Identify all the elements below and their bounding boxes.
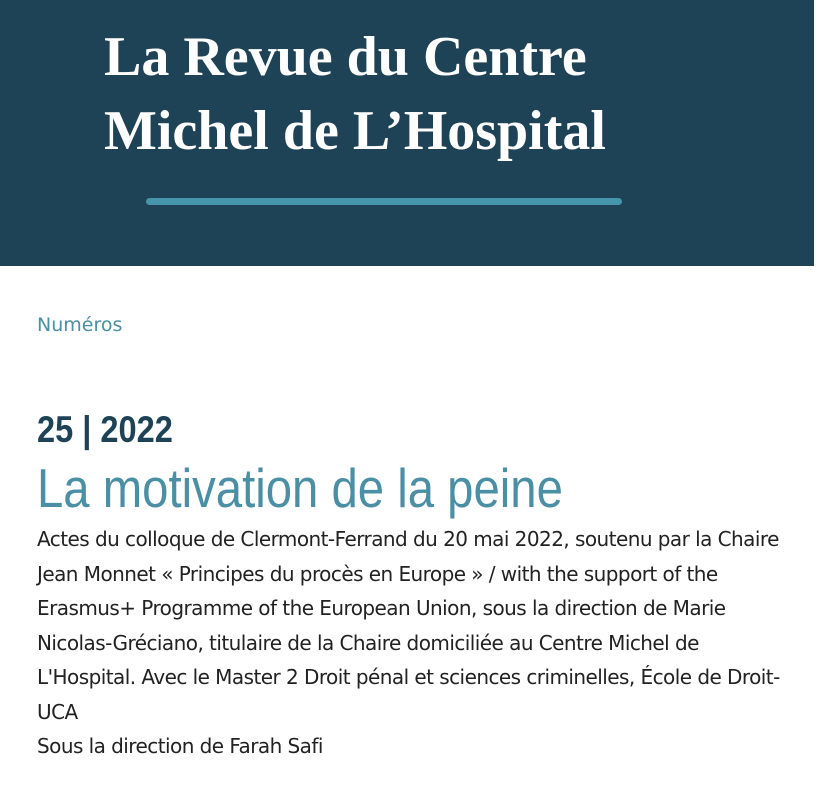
issue-direction: Sous la direction de Farah Safi bbox=[37, 734, 323, 758]
site-title[interactable] bbox=[104, 20, 606, 168]
header-divider bbox=[146, 198, 622, 205]
site-header bbox=[0, 0, 814, 266]
issue-title: La motivation de la peine bbox=[37, 457, 563, 519]
breadcrumb-link-numeros[interactable]: Numéros bbox=[37, 314, 123, 336]
site-title-line-2[interactable]: Michel de L’Hospital bbox=[104, 100, 606, 162]
issue-description-text: Actes du colloque de Clermont-Ferrand du 20 mai 2022, soutenu par la Chaire Jean Monnet « Principes du procès en Europe » / with the support of the Erasmus+ Programme of the European Union, sous la direction de Marie Nicolas-Gréciano, titulaire de la Chaire domiciliée au Centre Michel de L'Hospital. Avec le Master 2 Droit pénal et sciences criminelles, École de Droit-UCA bbox=[37, 527, 780, 724]
issue-description bbox=[37, 522, 789, 764]
issue-number: 25 | 2022 bbox=[37, 409, 173, 450]
site-title-line-1[interactable]: La Revue du Centre bbox=[104, 26, 587, 88]
